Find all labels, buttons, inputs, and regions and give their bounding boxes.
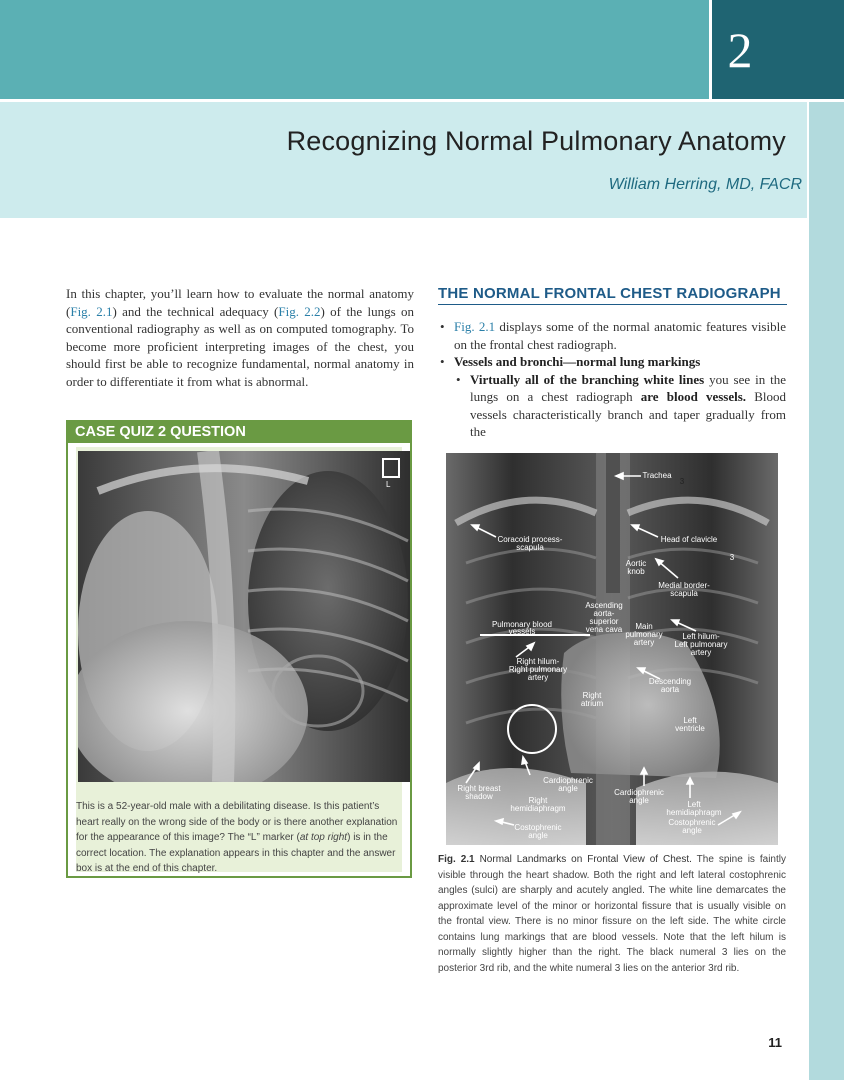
label-medial-1: Medial border- xyxy=(658,581,710,590)
label-anterior-rib-3: 3 xyxy=(729,553,735,562)
label-left-hemi-1: Left xyxy=(687,800,701,809)
label-pulm-vessels-2: vessels xyxy=(508,627,536,636)
label-aortic-2: knob xyxy=(627,567,645,576)
case-quiz-radiograph xyxy=(78,451,410,782)
label-right-hemi-1: Right xyxy=(528,796,548,805)
label-cardio-l-1: Cardiophrenic xyxy=(614,788,664,797)
label-left-vent-1: Left xyxy=(683,716,697,725)
label-cardio-l-2: angle xyxy=(629,796,649,805)
label-coracoid-1: Coracoid process- xyxy=(497,535,563,544)
chapter-title: Recognizing Normal Pulmonary Anatomy xyxy=(286,126,786,156)
fig-2-1-link[interactable]: Fig. 2.1 xyxy=(454,319,496,334)
fig-2-2-link[interactable]: Fig. 2.2 xyxy=(278,303,321,319)
case-quiz-body xyxy=(76,447,402,872)
l-marker: L xyxy=(386,480,391,489)
bullet-dot: • xyxy=(440,354,445,369)
bullet-text: Blood vessels characteristically branch and taper gradually from the xyxy=(470,389,786,439)
page-number: 11 xyxy=(768,1035,782,1050)
label-right-breast-2: shadow xyxy=(465,792,493,801)
label-left-hilum-2: Left pulmonary xyxy=(674,640,728,649)
label-aortic-1: Aortic xyxy=(625,559,647,568)
label-desc-1: Descending xyxy=(648,677,692,686)
label-cardio-r-2: angle xyxy=(558,784,578,793)
fig-2-1-link[interactable]: Fig. 2.1 xyxy=(70,303,113,319)
label-right-hilum-1: Right hilum- xyxy=(516,657,560,666)
label-desc-2: aorta xyxy=(660,685,680,694)
label-asc-1: Ascending xyxy=(585,601,623,610)
bullet-item xyxy=(438,353,786,371)
label-cardio-r-1: Cardiophrenic xyxy=(543,776,593,785)
title-band xyxy=(0,102,807,218)
label-asc-3: superior xyxy=(589,617,619,626)
intro-text-1: In this chapter, you’ll learn how to evaluate the normal anatomy ( xyxy=(66,286,414,319)
label-main-pa-1: Main xyxy=(635,622,653,631)
chapter-author: William Herring, MD, FACR xyxy=(608,176,802,193)
label-costo-l-1: Costophrenic xyxy=(668,818,716,827)
chapter-number: 2 xyxy=(727,22,753,78)
label-right-atrium-1: Right xyxy=(582,691,602,700)
bullet-text: displays some of the normal anatomic features visible on the frontal chest radiograph. xyxy=(454,319,786,352)
case-quiz-caption-text-2: ) is in the correct location. The explanation appears in this chapter and the answer box is at the end of this chapter. xyxy=(76,832,396,874)
sub-bullet-item xyxy=(438,371,786,441)
header-bar xyxy=(0,0,709,99)
case-quiz-caption xyxy=(76,799,402,877)
case-quiz-header: CASE QUIZ 2 QUESTION xyxy=(68,422,410,443)
bullet-dot: • xyxy=(440,319,445,334)
label-right-breast-1: Right breast xyxy=(457,784,501,793)
label-medial-2: scapula xyxy=(670,589,698,598)
case-quiz-caption-text-1: This is a 52-year-old male with a debilitating disease. Is this patient’s heart really on the wrong side of the body or is there another explanation for the appearance of this image? The “L” marker ( xyxy=(76,801,398,843)
label-left-vent-2: ventricle xyxy=(675,724,705,733)
chapter-number-box xyxy=(712,0,844,99)
margin-stripe xyxy=(809,102,844,1080)
label-right-hilum-3: artery xyxy=(527,673,549,682)
figure-caption-label: Fig. 2.1 xyxy=(438,854,475,865)
label-costo-r-1: Costophrenic xyxy=(514,823,562,832)
section-heading: THE NORMAL FRONTAL CHEST RADIOGRAPH xyxy=(438,285,787,305)
label-asc-2: aorta- xyxy=(593,609,615,618)
label-main-pa-3: artery xyxy=(633,638,655,647)
label-left-hilum-1: Left hilum- xyxy=(682,632,720,641)
figure-caption xyxy=(438,852,786,976)
bullet-dot: • xyxy=(456,371,461,387)
bullet-bold-text: are blood vessels. xyxy=(640,389,747,404)
intro-paragraph xyxy=(66,285,414,390)
label-posterior-rib-3: 3 xyxy=(679,477,685,486)
label-right-hemi-2: hemidiaphragm xyxy=(510,804,566,813)
bullet-bold-text: Vessels and bronchi—normal lung markings xyxy=(454,354,701,369)
label-trachea: Trachea xyxy=(642,471,672,480)
figure-2-1-radiograph xyxy=(446,453,778,845)
label-left-hemi-2: hemidiaphragm xyxy=(666,808,722,817)
case-quiz-box xyxy=(66,420,412,878)
label-left-hilum-3: artery xyxy=(690,648,712,657)
bullet-list xyxy=(438,318,786,441)
label-right-hilum-2: Right pulmonary xyxy=(508,665,568,674)
case-quiz-caption-emphasis: at top right xyxy=(299,832,348,843)
bullet-item xyxy=(438,318,786,353)
label-asc-4: vena cava xyxy=(585,625,623,634)
label-head-clavicle: Head of clavicle xyxy=(660,535,718,544)
label-coracoid-2: scapula xyxy=(516,543,544,552)
label-costo-l-2: angle xyxy=(682,826,702,835)
intro-text-2: ) and the technical adequacy ( xyxy=(112,303,279,319)
figure-caption-text: The spine is faintly visible through the heart shadow. Both the right and left lateral costophrenic angles (sulci) are sharply and acutely angled. The white line demarcates the approximate level of the minor or horizontal fissure that is usually visible on the frontal view. There is no minor fissure on the left side. The white circle contains lung markings that are blood vessels. Note that the left hilum is normally slightly higher than the right. The black numeral 3 lies on the posterior 3rd rib, and the white numeral 3 lies on the anterior 3rd rib. xyxy=(438,854,786,974)
label-pulm-vessels-1: Pulmonary blood xyxy=(491,620,553,629)
intro-text-3: ) of the lungs on conventional radiography as well as on computed tomography. To become more proficient interpreting images of the chest, you should first be able to recognize fundamental, normal anatomy in order to differentiate it from what is abnormal. xyxy=(66,303,414,389)
bullet-bold-text: Virtually all of the branching white lines xyxy=(470,371,705,387)
bullet-text: you see in the lungs on a chest radiograph xyxy=(470,371,787,404)
figure-caption-title: Normal Landmarks on Frontal View of Chest. xyxy=(479,854,692,865)
label-costo-r-2: angle xyxy=(528,831,548,840)
label-right-atrium-2: atrium xyxy=(580,699,604,708)
label-main-pa-2: pulmonary xyxy=(625,630,663,639)
